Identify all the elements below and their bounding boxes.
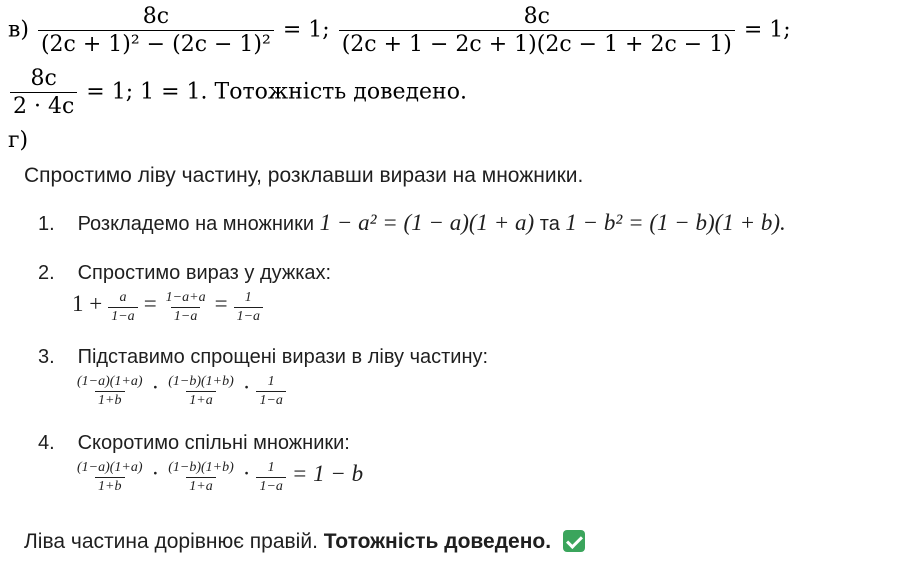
part-v-line-1: в) $\frac{8c}{\text{(2c + 1)² − (2c − 1)²}}$ = 1; $\frac{8c}{(2c + 1 - 2c + 1)(2c - 1 + 2c - 1)}$ = 1; (8, 4, 791, 57)
part-g-label: г) (8, 128, 29, 153)
final-bold: Тотожність доведено. (323, 530, 552, 553)
final-line: Ліва частина дорівнює правій. Тотожність доведено. (24, 530, 585, 554)
fraction-1: $\frac{8c}{\text{(2c + 1)² − (2c − 1)²}}$ (38, 4, 274, 57)
step-2: 2. Спростимо вираз у дужках: (38, 262, 332, 284)
step-3: 3. Підставимо спрощені вирази в ліву частину: (38, 346, 489, 368)
step-3-expression: $\frac{(1-a)(1+a)}{1+b}$ · $\frac{(1-b)(1+b)}{1+a}$ · $\frac{1}{1-a}$ (72, 374, 288, 409)
part-g-intro: Спростимо ліву частину, розклавши вирази на множники. (24, 164, 584, 187)
fraction-2: $\frac{8c}{(2c + 1 - 2c + 1)(2c - 1 + 2c - 1)}$ (339, 4, 735, 57)
step-4: 4. Скоротимо спільні множники: (38, 432, 350, 454)
step-1: 1. Розкладемо на множники 1 − a² = (1 − a)(1 + a) та 1 − b² = (1 − b)(1 + b). (38, 210, 786, 235)
step-4-expression: $\frac{(1-a)(1+a)}{1+b}$ · $\frac{(1-b)(1+b)}{1+a}$ · $\frac{1}{1-a}$ = 1 − b (77, 460, 364, 494)
part-v-label: в) (8, 17, 29, 43)
step-2-expression: 1 + $\frac{a}{1-a}$ = $\frac{1-a+a}{1-a}$ = $\frac{1}{1-a}$ (72, 290, 265, 325)
part-v-conclusion: Тотожність доведено. (214, 79, 467, 105)
check-mark-icon (563, 530, 585, 552)
fraction-3: $\frac{8c}{2 \cdot 4c}$ (10, 66, 77, 119)
part-v-line-2: $\frac{8c}{2 \cdot 4c}$ = 1; 1 = 1. Тотожність доведено. (8, 66, 467, 119)
